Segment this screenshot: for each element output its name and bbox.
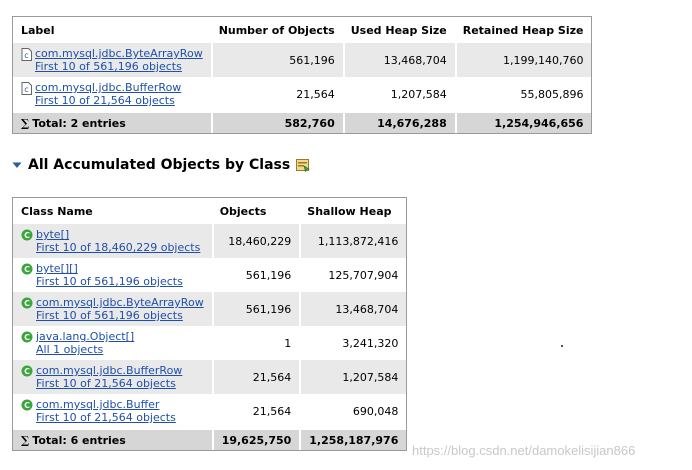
class-icon	[21, 229, 33, 241]
open-in-editor-icon[interactable]	[296, 159, 310, 172]
col-shallow-heap[interactable]: Shallow Heap	[299, 198, 406, 224]
svg-text:C: C	[24, 231, 30, 240]
retained-heap-value: 1,199,140,760	[455, 43, 592, 77]
col-number-of-objects[interactable]: Number of Objects	[211, 17, 343, 43]
svg-text:C: C	[24, 299, 30, 308]
col-retained-heap[interactable]: Retained Heap Size	[455, 17, 592, 43]
class-icon	[21, 399, 33, 411]
shallow-heap-value: 13,468,704	[299, 292, 406, 326]
col-used-heap[interactable]: Used Heap Size	[343, 17, 455, 43]
svg-text:C: C	[24, 333, 30, 342]
object-sublink[interactable]: First 10 of 561,196 objects	[36, 309, 183, 322]
shallow-heap-value: 3,241,320	[299, 326, 406, 360]
class-icon	[21, 365, 33, 377]
total-objects: 19,625,750	[212, 428, 300, 450]
class-link[interactable]: com.mysql.jdbc.ByteArrayRow	[36, 296, 204, 309]
total-used: 14,676,288	[343, 111, 455, 133]
object-sublink[interactable]: First 10 of 21,564 objects	[36, 411, 176, 424]
object-sublink[interactable]: First 10 of 561,196 objects	[35, 60, 182, 73]
shallow-heap-value: 690,048	[299, 394, 406, 428]
class-icon	[21, 297, 33, 309]
objects-value: 561,196	[212, 292, 300, 326]
objects-value: 18,460,229	[212, 224, 300, 258]
object-sublink[interactable]: First 10 of 21,564 objects	[36, 377, 176, 390]
objects-value: 1	[212, 326, 300, 360]
total-objects: 582,760	[211, 111, 343, 133]
class-icon	[21, 263, 33, 275]
col-label[interactable]: Label	[13, 17, 211, 43]
object-sublink[interactable]: First 10 of 561,196 objects	[36, 275, 183, 288]
table-row[interactable]	[13, 224, 406, 258]
svg-text:C: C	[24, 265, 30, 274]
table-row[interactable]	[13, 292, 406, 326]
table-row[interactable]	[13, 360, 406, 394]
section-title: All Accumulated Objects by Class	[28, 157, 291, 173]
class-icon	[21, 331, 33, 343]
used-heap-value: 13,468,704	[343, 43, 455, 77]
class-link[interactable]: com.mysql.jdbc.BufferRow	[36, 364, 183, 377]
shallow-heap-value: 1,113,872,416	[299, 224, 406, 258]
sum-icon: ∑	[21, 433, 30, 447]
used-heap-value: 1,207,584	[343, 77, 455, 111]
object-sublink[interactable]: First 10 of 21,564 objects	[35, 94, 175, 107]
total-row	[13, 428, 406, 450]
class-link[interactable]: com.mysql.jdbc.Buffer	[36, 398, 160, 411]
table-row[interactable]	[13, 258, 406, 292]
svg-text:C: C	[24, 401, 30, 410]
total-label: Total: 6 entries	[32, 433, 126, 447]
total-row	[13, 111, 591, 133]
object-sublink[interactable]: First 10 of 18,460,229 objects	[36, 241, 201, 254]
class-link[interactable]: java.lang.Object[]	[36, 330, 135, 343]
objects-value: 21,564	[211, 77, 343, 111]
total-shallow: 1,258,187,976	[299, 428, 406, 450]
stray-dot	[561, 345, 563, 347]
section-heading[interactable]	[12, 157, 310, 173]
table-row[interactable]	[13, 394, 406, 428]
class-file-icon	[21, 48, 32, 61]
table-row[interactable]	[13, 77, 591, 111]
class-link[interactable]: byte[]	[36, 228, 70, 241]
total-label: Total: 2 entries	[32, 116, 126, 130]
class-histogram-table	[12, 197, 407, 451]
retained-heap-value: 55,805,896	[455, 77, 592, 111]
col-class-name[interactable]: Class Name	[13, 198, 212, 224]
watermark: https://blog.csdn.net/damokelisijian866	[412, 443, 636, 458]
shallow-heap-value: 1,207,584	[299, 360, 406, 394]
total-retained: 1,254,946,656	[455, 111, 592, 133]
objects-value: 561,196	[212, 258, 300, 292]
objects-value: 21,564	[212, 360, 300, 394]
table-row[interactable]	[13, 326, 406, 360]
svg-text:c: c	[24, 51, 29, 60]
object-sublink[interactable]: All 1 objects	[36, 343, 104, 356]
shallow-heap-value: 125,707,904	[299, 258, 406, 292]
col-objects[interactable]: Objects	[212, 198, 300, 224]
objects-value: 21,564	[212, 394, 300, 428]
objects-value: 561,196	[211, 43, 343, 77]
object-link[interactable]: com.mysql.jdbc.ByteArrayRow	[35, 47, 203, 60]
collapse-triangle-icon[interactable]	[12, 161, 22, 169]
class-file-icon	[21, 82, 32, 95]
sum-icon: ∑	[21, 116, 30, 130]
class-link[interactable]: byte[][]	[36, 262, 78, 275]
svg-text:C: C	[24, 367, 30, 376]
top-object-table	[12, 16, 592, 134]
table-row[interactable]	[13, 43, 591, 77]
object-link[interactable]: com.mysql.jdbc.BufferRow	[35, 81, 182, 94]
svg-text:c: c	[24, 85, 29, 94]
